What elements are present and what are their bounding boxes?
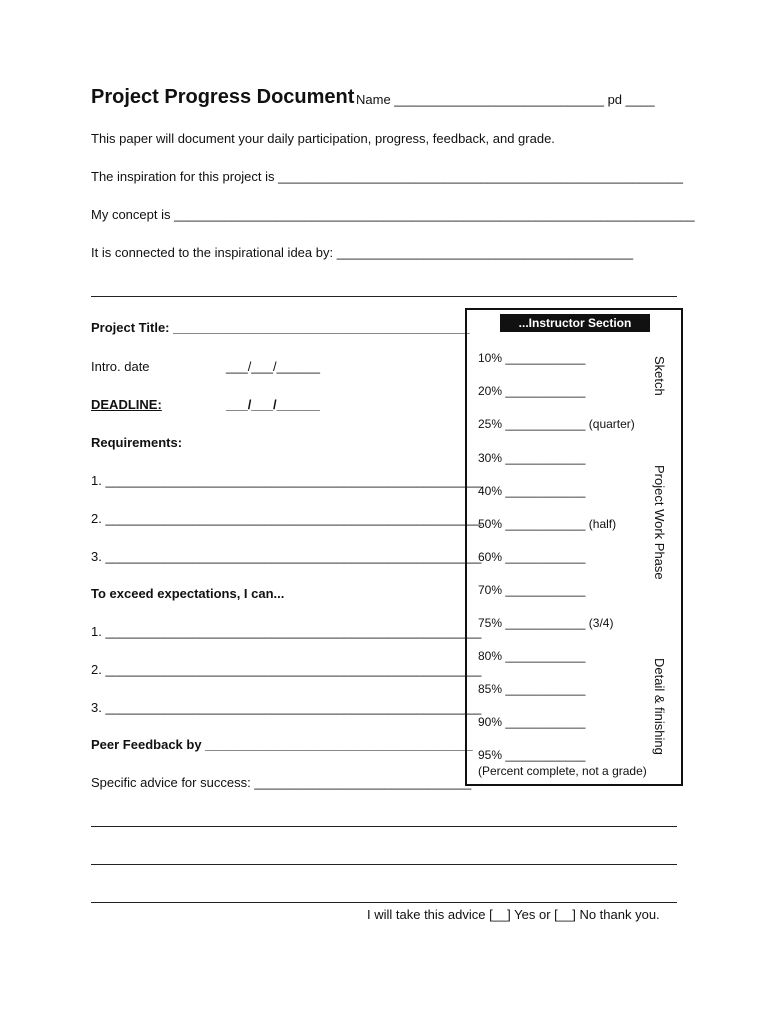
progress-row-30[interactable]: 30% ____________: [478, 451, 586, 465]
progress-row-25[interactable]: 25% ____________ (quarter): [478, 417, 635, 431]
progress-row-80[interactable]: 80% ____________: [478, 649, 586, 663]
deadline-field[interactable]: ___/___/______: [226, 397, 320, 412]
peer-feedback-field[interactable]: Peer Feedback by _____________________________________: [91, 737, 473, 752]
project-title-field[interactable]: Project Title: _________________________________________: [91, 320, 470, 335]
name-and-period-field[interactable]: Name _____________________________ pd ____: [356, 92, 655, 107]
progress-row-60[interactable]: 60% ____________: [478, 550, 586, 564]
exceed-field-3[interactable]: 3. ____________________________________________________: [91, 700, 482, 715]
intro-date-label: Intro. date: [91, 359, 150, 374]
page-title: Project Progress Document: [91, 86, 355, 108]
exceed-field-1[interactable]: 1. ____________________________________________________: [91, 624, 482, 639]
requirement-field-1[interactable]: 1. ____________________________________________________: [91, 473, 482, 488]
concept-field[interactable]: My concept is ________________________________________________________________________: [91, 207, 695, 222]
phase-label-detail: Detail & finishing: [652, 658, 667, 755]
advice-line-1[interactable]: [91, 826, 677, 827]
blank-line[interactable]: [91, 296, 677, 297]
progress-footnote: (Percent complete, not a grade): [478, 764, 647, 778]
instructor-section-header: ...Instructor Section Only...: [500, 314, 650, 332]
phase-label-sketch: Sketch: [652, 356, 667, 396]
connection-field[interactable]: It is connected to the inspirational idea by: _________________________________________: [91, 245, 634, 260]
advice-line-2[interactable]: [91, 864, 677, 865]
inspiration-field[interactable]: The inspiration for this project is ________________________________________________________: [91, 169, 684, 184]
phase-label-work: Project Work Phase: [652, 465, 667, 580]
exceed-heading: To exceed expectations, I can...: [91, 586, 285, 601]
progress-row-40[interactable]: 40% ____________: [478, 484, 586, 498]
requirement-field-3[interactable]: 3. ____________________________________________________: [91, 549, 482, 564]
progress-row-90[interactable]: 90% ____________: [478, 715, 586, 729]
intro-date-field[interactable]: ___/___/______: [226, 359, 320, 374]
requirement-field-2[interactable]: 2. ____________________________________________________: [91, 511, 482, 526]
progress-row-75[interactable]: 75% ____________ (3/4): [478, 616, 614, 630]
deadline-label: DEADLINE:: [91, 397, 162, 412]
progress-row-50[interactable]: 50% ____________ (half): [478, 517, 617, 531]
advice-choice[interactable]: I will take this advice [__] Yes or [__] No thank you.: [367, 907, 660, 922]
requirements-heading: Requirements:: [91, 435, 183, 450]
intro-sentence: This paper will document your daily participation, progress, feedback, and grade.: [91, 131, 555, 146]
specific-advice-field[interactable]: Specific advice for success: ______________________________: [91, 775, 472, 790]
exceed-field-2[interactable]: 2. ____________________________________________________: [91, 662, 482, 677]
instructor-section: [465, 308, 683, 786]
advice-line-3[interactable]: [91, 902, 677, 903]
progress-row-20[interactable]: 20% ____________: [478, 384, 586, 398]
progress-row-95[interactable]: 95% ____________: [478, 748, 586, 762]
progress-row-85[interactable]: 85% ____________: [478, 682, 586, 696]
progress-row-70[interactable]: 70% ____________: [478, 583, 586, 597]
progress-row-10[interactable]: 10% ____________: [478, 351, 586, 365]
